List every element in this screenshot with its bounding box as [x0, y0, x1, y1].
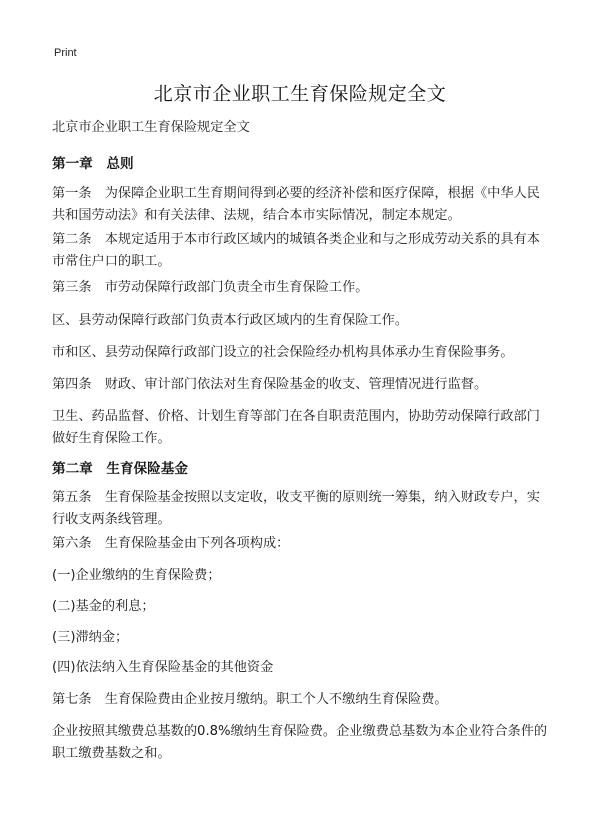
article-3: 第三条 市劳动保障行政部门负责全市生育保险工作。	[52, 280, 369, 295]
list-item-3: (三)滞纳金；	[52, 630, 129, 645]
article-7: 第七条 生育保险费由企业按月缴纳。职工个人不缴纳生育保险费。	[52, 692, 448, 707]
article-1: 第一条 为保障企业职工生育期间得到必要的经济补偿和医疗保障，根据《中华人民共和国劳动法》和有关法律、法规，结合本市实际情况，制定本规定。	[52, 186, 540, 223]
article-2: 第二条 本规定适用于本市行政区域内的城镇各类企业和与之形成劳动关系的具有本市常住户口的职工。	[52, 232, 540, 269]
article-4-paragraph-2: 卫生、药品监督、价格、计划生育等部门在各自职责范围内，协助劳动保障行政部门做好生育保险工作。	[52, 409, 540, 446]
article-5: 第五条 生育保险基金按照以支定收，收支平衡的原则统一筹集，纳入财政专户，实行收支两条线管理。	[52, 490, 540, 527]
document-title: 北京市企业职工生育保险规定全文	[153, 83, 447, 105]
list-item-2: (二)基金的利息；	[52, 599, 155, 614]
article-7-paragraph-2: 企业按照其缴费总基数的0.8%缴纳生育保险费。企业缴费总基数为本企业符合条件的职工缴费基数之和。	[52, 724, 548, 761]
article-6: 第六条 生育保险基金由下列各项构成：	[52, 536, 290, 551]
article-3-paragraph-3: 市和区、县劳动保障行政部门设立的社会保险经办机构具体承办生育保险事务。	[52, 345, 514, 360]
article-4: 第四条 财政、审计部门依法对生育保险基金的收支、管理情况进行监督。	[52, 377, 488, 392]
chapter-1-heading: 第一章 总则	[52, 156, 134, 172]
list-item-4: (四)依法纳入生育保险基金的其他资金	[52, 660, 274, 675]
document-subtitle: 北京市企业职工生育保险规定全文	[52, 120, 250, 135]
list-item-1: (一)企业缴纳的生育保险费；	[52, 568, 221, 583]
article-3-paragraph-2: 区、县劳动保障行政部门负责本行政区域内的生育保险工作。	[52, 313, 409, 328]
print-label: Print	[54, 47, 77, 59]
chapter-2-heading: 第二章 生育保险基金	[52, 461, 188, 477]
